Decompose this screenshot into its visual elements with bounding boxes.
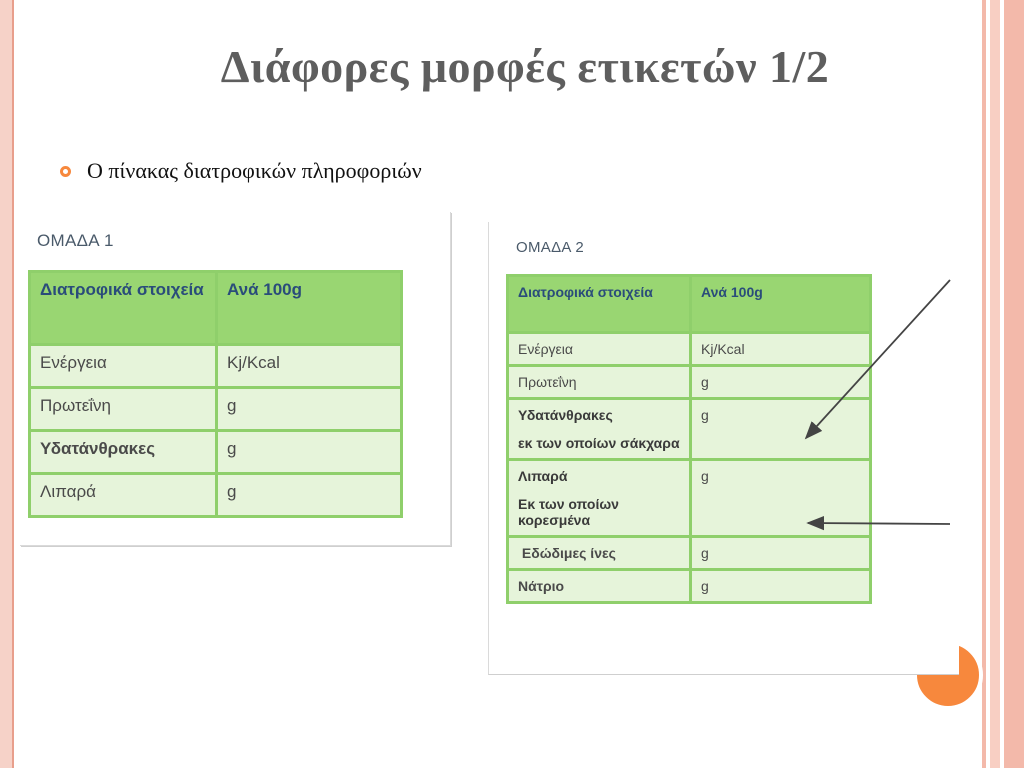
group1-nutrition-table xyxy=(28,270,403,518)
table-row xyxy=(508,333,871,366)
table-row xyxy=(508,460,871,537)
row-name: Υδατάνθρακες xyxy=(30,431,217,474)
table-row xyxy=(30,474,402,517)
table-row xyxy=(508,570,871,603)
table-row xyxy=(508,399,871,460)
row-unit: Kj/Kcal xyxy=(691,333,871,366)
row-name-with-sub xyxy=(508,399,691,460)
header-cell-per100g: Ανά 100g xyxy=(217,272,402,345)
row-name: Λιπαρά xyxy=(518,468,568,484)
row-unit: g xyxy=(691,460,871,537)
table-header-row xyxy=(508,276,871,333)
row-name: Νάτριο xyxy=(508,570,691,603)
header-cell-nutrients: Διατροφικά στοιχεία xyxy=(30,272,217,345)
group2-image xyxy=(488,222,959,675)
row-subname: εκ των οποίων σάκχαρα xyxy=(518,435,680,451)
table-row xyxy=(508,366,871,399)
group1-image xyxy=(20,212,451,546)
table-row xyxy=(30,431,402,474)
table-row xyxy=(30,388,402,431)
group2-label: ΟΜΑΔΑ 2 xyxy=(516,239,584,256)
row-unit: g xyxy=(217,431,402,474)
row-unit: g xyxy=(691,366,871,399)
row-unit: g xyxy=(691,570,871,603)
row-name: Ενέργεια xyxy=(508,333,691,366)
row-unit: g xyxy=(691,537,871,570)
right-stripes-decoration xyxy=(976,0,1024,768)
bullet-item xyxy=(60,158,422,184)
row-unit: Kj/Kcal xyxy=(217,345,402,388)
row-name: Πρωτεΐνη xyxy=(30,388,217,431)
left-border-decoration xyxy=(0,0,14,768)
group2-nutrition-table xyxy=(506,274,872,604)
row-unit: g xyxy=(691,399,871,460)
row-name: Υδατάνθρακες xyxy=(518,407,613,423)
row-name: Ενέργεια xyxy=(30,345,217,388)
slide-title: Διάφορες μορφές ετικετών 1/2 xyxy=(220,41,830,92)
row-name: Πρωτεΐνη xyxy=(508,366,691,399)
table-header-row xyxy=(30,272,402,345)
row-unit: g xyxy=(217,474,402,517)
row-unit: g xyxy=(217,388,402,431)
row-name: Εδώδιμες ίνες xyxy=(508,537,691,570)
row-subname: Εκ των οποίων κορεσμένα xyxy=(518,496,619,528)
group1-label: ΟΜΑΔΑ 1 xyxy=(37,231,114,250)
header-cell-per100g: Ανά 100g xyxy=(691,276,871,333)
bullet-text: Ο πίνακας διατροφικών πληροφοριών xyxy=(87,158,422,183)
row-name: Λιπαρά xyxy=(30,474,217,517)
header-cell-nutrients: Διατροφικά στοιχεία xyxy=(508,276,691,333)
row-name-with-sub xyxy=(508,460,691,537)
table-row xyxy=(508,537,871,570)
circle-bullet-icon xyxy=(60,166,71,177)
table-row xyxy=(30,345,402,388)
